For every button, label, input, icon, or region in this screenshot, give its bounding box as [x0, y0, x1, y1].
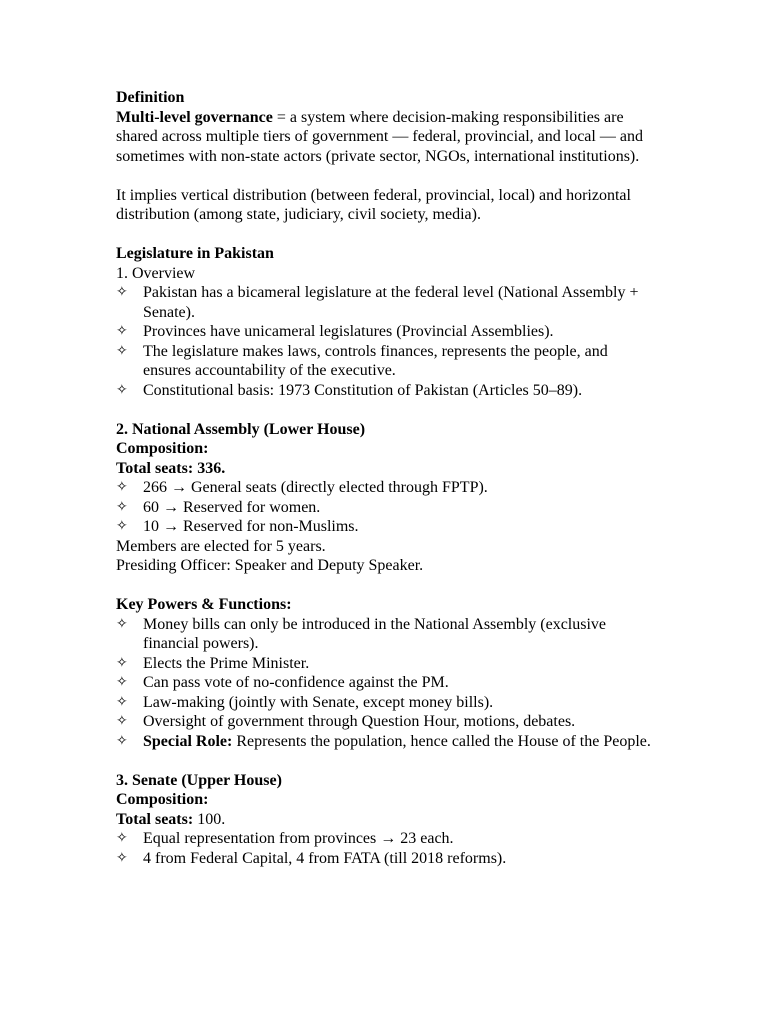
bullet-star-icon: ✧	[116, 674, 128, 690]
list-item	[116, 693, 656, 713]
definition-text: = a system where decision-making responsibilities are shared across multiple tiers of government — federal, provincial, and local — and sometimes with non-state actors (private sector, NGOs, international institutions).	[116, 108, 643, 165]
na-presiding-officer: Presiding Officer: Speaker and Deputy Speaker.	[116, 557, 424, 574]
bullet-star-icon: ✧	[116, 284, 128, 300]
list-item-text: Can pass vote of no-confidence against the PM.	[143, 674, 449, 691]
list-item	[116, 381, 656, 401]
special-role-label: Special Role:	[143, 732, 233, 750]
overview-label: 1. Overview	[116, 264, 196, 282]
na-seat-list	[116, 478, 656, 537]
list-item-text: 60 → Reserved for women.	[143, 498, 321, 516]
legislature-section	[116, 244, 656, 400]
senate-total-seats-value: 100.	[193, 810, 226, 828]
bullet-star-icon: ✧	[116, 479, 128, 495]
list-item	[116, 849, 656, 869]
bullet-star-icon: ✧	[116, 518, 128, 534]
list-item-text: Equal representation from provinces → 23 each.	[143, 830, 454, 847]
list-item	[116, 732, 656, 752]
document-body	[116, 88, 656, 868]
list-item-text: Provinces have unicameral legislatures (Provincial Assemblies).	[143, 323, 554, 340]
list-item-text: The legislature makes laws, controls finances, represents the people, and ensures accountability of the executive.	[143, 342, 608, 379]
list-item-text: Elects the Prime Minister.	[143, 654, 310, 672]
list-item-text: 10 → Reserved for non-Muslims.	[143, 518, 359, 535]
na-composition-label: Composition:	[116, 440, 209, 457]
list-item	[116, 712, 656, 732]
bullet-star-icon: ✧	[116, 323, 128, 339]
national-assembly-heading: 2. National Assembly (Lower House)	[116, 420, 366, 438]
list-item-text: Pakistan has a bicameral legislature at the federal level (National Assembly + Senate).	[143, 284, 639, 321]
special-role-text: Represents the population, hence called the House of the People.	[232, 732, 651, 750]
list-item	[116, 478, 656, 498]
bullet-star-icon: ✧	[116, 342, 128, 359]
list-item-text: Law-making (jointly with Senate, except money bills).	[143, 693, 494, 711]
list-item	[116, 517, 656, 537]
list-item	[116, 654, 656, 674]
definition-paragraph	[116, 108, 656, 167]
senate-heading: 3. Senate (Upper House)	[116, 771, 282, 789]
na-term: Members are elected for 5 years.	[116, 537, 326, 555]
na-total-seats: Total seats: 336.	[116, 459, 226, 477]
list-item-text: 4 from Federal Capital, 4 from FATA (till 2018 reforms).	[143, 849, 507, 867]
na-powers-heading: Key Powers & Functions:	[116, 596, 292, 613]
bullet-star-icon: ✧	[116, 830, 128, 846]
list-item	[116, 498, 656, 518]
bullet-star-icon: ✧	[116, 693, 128, 710]
legislature-heading: Legislature in Pakistan	[116, 245, 274, 262]
list-item	[116, 615, 656, 654]
bullet-star-icon: ✧	[116, 498, 128, 515]
list-item-text: Constitutional basis: 1973 Constitution of Pakistan (Articles 50–89).	[143, 381, 583, 399]
national-assembly-section	[116, 420, 656, 752]
list-item-text: 266 → General seats (directly elected through FPTP).	[143, 479, 488, 496]
list-item	[116, 829, 656, 849]
list-item-text: Oversight of government through Question Hour, motions, debates.	[143, 713, 576, 730]
implication-paragraph: It implies vertical distribution (between federal, provincial, local) and horizontal distribution (among state, judiciary, civil society, media).	[116, 186, 631, 223]
list-item-text: Money bills can only be introduced in the National Assembly (exclusive financial powers).	[143, 615, 607, 652]
bullet-star-icon: ✧	[116, 615, 128, 632]
senate-total-seats-label: Total seats:	[116, 810, 194, 828]
bullet-star-icon: ✧	[116, 654, 128, 671]
na-powers-list	[116, 615, 656, 752]
definition-heading: Definition	[116, 89, 185, 106]
bullet-star-icon: ✧	[116, 713, 128, 729]
bullet-star-icon: ✧	[116, 849, 128, 866]
definition-section	[116, 88, 656, 225]
list-item	[116, 342, 656, 381]
senate-total-seats	[116, 810, 656, 830]
senate-section	[116, 771, 656, 869]
bullet-star-icon: ✧	[116, 732, 128, 749]
overview-list	[116, 283, 656, 400]
list-item	[116, 322, 656, 342]
senate-list	[116, 829, 656, 868]
list-item	[116, 283, 656, 322]
list-item	[116, 673, 656, 693]
bullet-star-icon: ✧	[116, 381, 128, 398]
definition-term: Multi-level governance	[116, 108, 273, 126]
senate-composition-label: Composition:	[116, 791, 209, 808]
